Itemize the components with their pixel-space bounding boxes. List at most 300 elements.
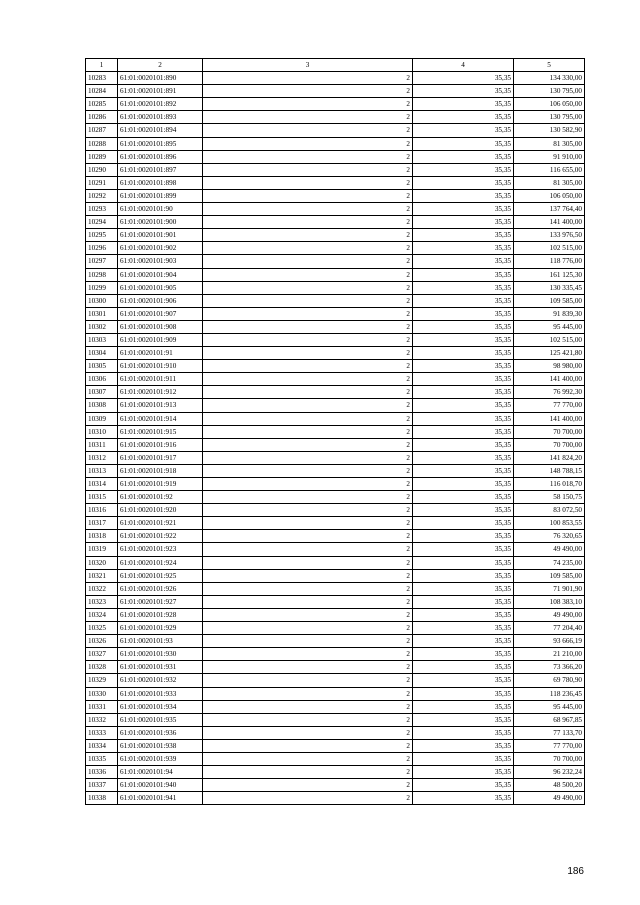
col3-cell: 2 [203,307,413,320]
cadastral-number-cell: 61:01:0020101:938 [118,739,203,752]
col3-cell: 2 [203,792,413,805]
table-row [86,150,585,163]
cadastral-number-cell: 61:01:0020101:91 [118,347,203,360]
row-number-cell: 10321 [86,569,118,582]
col3-cell: 2 [203,189,413,202]
cadastral-number-cell: 61:01:0020101:910 [118,360,203,373]
cadastral-number-cell: 61:01:0020101:898 [118,176,203,189]
col5-value-cell: 77 133,70 [514,726,585,739]
col3-cell: 2 [203,766,413,779]
row-number-cell: 10322 [86,582,118,595]
table-row [86,687,585,700]
cadastral-number-cell: 61:01:0020101:906 [118,294,203,307]
col3-cell: 2 [203,150,413,163]
table-row [86,255,585,268]
row-number-cell: 10319 [86,543,118,556]
col5-value-cell: 108 383,10 [514,595,585,608]
table-row [86,674,585,687]
col3-cell: 2 [203,543,413,556]
col4-cell: 35,35 [413,72,514,85]
col3-cell: 2 [203,713,413,726]
table-row [86,360,585,373]
table-row [86,661,585,674]
table-row [86,726,585,739]
col3-cell: 2 [203,399,413,412]
col4-cell: 35,35 [413,176,514,189]
table-row [86,399,585,412]
col3-cell: 2 [203,360,413,373]
cadastral-number-cell: 61:01:0020101:93 [118,635,203,648]
cadastral-number-cell: 61:01:0020101:914 [118,412,203,425]
col4-cell: 35,35 [413,766,514,779]
cadastral-number-cell: 61:01:0020101:894 [118,124,203,137]
col3-cell: 2 [203,373,413,386]
table-row [86,294,585,307]
table-row [86,176,585,189]
col5-value-cell: 102 515,00 [514,333,585,346]
col5-value-cell: 73 366,20 [514,661,585,674]
row-number-cell: 10301 [86,307,118,320]
cadastral-number-cell: 61:01:0020101:931 [118,661,203,674]
col3-cell: 2 [203,72,413,85]
table-row [86,281,585,294]
row-number-cell: 10335 [86,752,118,765]
row-number-cell: 10302 [86,320,118,333]
row-number-cell: 10324 [86,608,118,621]
col5-value-cell: 83 072,50 [514,504,585,517]
cadastral-number-cell: 61:01:0020101:908 [118,320,203,333]
row-number-cell: 10334 [86,739,118,752]
col3-cell: 2 [203,622,413,635]
table-row [86,635,585,648]
row-number-cell: 10323 [86,595,118,608]
row-number-cell: 10289 [86,150,118,163]
cadastral-number-cell: 61:01:0020101:933 [118,687,203,700]
cadastral-number-cell: 61:01:0020101:913 [118,399,203,412]
row-number-cell: 10311 [86,438,118,451]
col4-cell: 35,35 [413,255,514,268]
row-number-cell: 10297 [86,255,118,268]
cadastral-number-cell: 61:01:0020101:912 [118,386,203,399]
row-number-cell: 10328 [86,661,118,674]
table-row [86,766,585,779]
col3-cell: 2 [203,504,413,517]
cadastral-number-cell: 61:01:0020101:925 [118,569,203,582]
col5-value-cell: 95 445,00 [514,700,585,713]
row-number-cell: 10325 [86,622,118,635]
cadastral-number-cell: 61:01:0020101:932 [118,674,203,687]
col5-value-cell: 134 330,00 [514,72,585,85]
table-row [86,739,585,752]
col4-cell: 35,35 [413,451,514,464]
col5-value-cell: 109 585,00 [514,294,585,307]
col5-value-cell: 106 050,00 [514,98,585,111]
row-number-cell: 10329 [86,674,118,687]
row-number-cell: 10317 [86,517,118,530]
row-number-cell: 10303 [86,333,118,346]
col3-cell: 2 [203,412,413,425]
col5-value-cell: 96 232,24 [514,766,585,779]
data-table [85,58,585,805]
cadastral-number-cell: 61:01:0020101:919 [118,478,203,491]
col4-cell: 35,35 [413,713,514,726]
table-row [86,268,585,281]
table-row [86,98,585,111]
col4-cell: 35,35 [413,85,514,98]
row-number-cell: 10315 [86,491,118,504]
col4-cell: 35,35 [413,635,514,648]
col4-cell: 35,35 [413,491,514,504]
col4-cell: 35,35 [413,163,514,176]
col5-value-cell: 130 795,00 [514,111,585,124]
column-header-3: 3 [203,59,413,72]
col3-cell: 2 [203,111,413,124]
cadastral-number-cell: 61:01:0020101:940 [118,779,203,792]
table-row [86,569,585,582]
col5-value-cell: 141 824,20 [514,451,585,464]
cadastral-number-cell: 61:01:0020101:928 [118,608,203,621]
table-row [86,72,585,85]
row-number-cell: 10287 [86,124,118,137]
row-number-cell: 10332 [86,713,118,726]
cadastral-number-cell: 61:01:0020101:897 [118,163,203,176]
col4-cell: 35,35 [413,216,514,229]
row-number-cell: 10291 [86,176,118,189]
cadastral-number-cell: 61:01:0020101:934 [118,700,203,713]
col3-cell: 2 [203,687,413,700]
col5-value-cell: 141 400,00 [514,373,585,386]
col4-cell: 35,35 [413,648,514,661]
col4-cell: 35,35 [413,242,514,255]
row-number-cell: 10338 [86,792,118,805]
table-header-row [86,59,585,72]
cadastral-number-cell: 61:01:0020101:899 [118,189,203,202]
table-row [86,779,585,792]
col4-cell: 35,35 [413,478,514,491]
col5-value-cell: 70 700,00 [514,438,585,451]
row-number-cell: 10295 [86,229,118,242]
row-number-cell: 10284 [86,85,118,98]
col4-cell: 35,35 [413,281,514,294]
col3-cell: 2 [203,517,413,530]
col3-cell: 2 [203,779,413,792]
col5-value-cell: 125 421,80 [514,347,585,360]
col5-value-cell: 98 980,00 [514,360,585,373]
col5-value-cell: 116 655,00 [514,163,585,176]
table-row [86,163,585,176]
col4-cell: 35,35 [413,661,514,674]
cadastral-number-cell: 61:01:0020101:921 [118,517,203,530]
table-row [86,713,585,726]
col4-cell: 35,35 [413,399,514,412]
col5-value-cell: 21 210,00 [514,648,585,661]
cadastral-number-cell: 61:01:0020101:903 [118,255,203,268]
cadastral-number-cell: 61:01:0020101:923 [118,543,203,556]
row-number-cell: 10292 [86,189,118,202]
col3-cell: 2 [203,176,413,189]
col4-cell: 35,35 [413,307,514,320]
table-row [86,556,585,569]
table-row [86,608,585,621]
table-row [86,451,585,464]
row-number-cell: 10312 [86,451,118,464]
col5-value-cell: 49 490,00 [514,608,585,621]
col5-value-cell: 49 490,00 [514,792,585,805]
cadastral-number-cell: 61:01:0020101:905 [118,281,203,294]
col4-cell: 35,35 [413,504,514,517]
col3-cell: 2 [203,386,413,399]
row-number-cell: 10304 [86,347,118,360]
col3-cell: 2 [203,569,413,582]
column-header-2: 2 [118,59,203,72]
col4-cell: 35,35 [413,582,514,595]
col5-value-cell: 148 788,15 [514,464,585,477]
col5-value-cell: 133 976,50 [514,229,585,242]
col5-value-cell: 137 764,40 [514,203,585,216]
cadastral-number-cell: 61:01:0020101:936 [118,726,203,739]
col3-cell: 2 [203,203,413,216]
col5-value-cell: 48 500,20 [514,779,585,792]
col4-cell: 35,35 [413,674,514,687]
col5-value-cell: 77 770,00 [514,399,585,412]
table-row [86,203,585,216]
col4-cell: 35,35 [413,294,514,307]
table-row [86,491,585,504]
col5-value-cell: 130 335,45 [514,281,585,294]
col3-cell: 2 [203,491,413,504]
row-number-cell: 10333 [86,726,118,739]
col4-cell: 35,35 [413,779,514,792]
col4-cell: 35,35 [413,726,514,739]
col4-cell: 35,35 [413,464,514,477]
col4-cell: 35,35 [413,137,514,150]
table-row [86,543,585,556]
table-row [86,347,585,360]
row-number-cell: 10300 [86,294,118,307]
cadastral-number-cell: 61:01:0020101:907 [118,307,203,320]
col4-cell: 35,35 [413,333,514,346]
row-number-cell: 10309 [86,412,118,425]
col5-value-cell: 130 795,00 [514,85,585,98]
col5-value-cell: 93 666,19 [514,635,585,648]
col5-value-cell: 106 050,00 [514,189,585,202]
col4-cell: 35,35 [413,700,514,713]
table-row [86,137,585,150]
table-row [86,85,585,98]
table-row [86,438,585,451]
cadastral-number-cell: 61:01:0020101:92 [118,491,203,504]
col3-cell: 2 [203,556,413,569]
col5-value-cell: 161 125,30 [514,268,585,281]
col3-cell: 2 [203,661,413,674]
cadastral-number-cell: 61:01:0020101:909 [118,333,203,346]
cadastral-number-cell: 61:01:0020101:902 [118,242,203,255]
cadastral-number-cell: 61:01:0020101:900 [118,216,203,229]
row-number-cell: 10286 [86,111,118,124]
col5-value-cell: 69 780,90 [514,674,585,687]
col4-cell: 35,35 [413,373,514,386]
col5-value-cell: 71 901,90 [514,582,585,595]
table-row [86,216,585,229]
cadastral-number-cell: 61:01:0020101:926 [118,582,203,595]
table-body [86,72,585,805]
row-number-cell: 10294 [86,216,118,229]
col3-cell: 2 [203,229,413,242]
col5-value-cell: 68 967,85 [514,713,585,726]
col3-cell: 2 [203,281,413,294]
col3-cell: 2 [203,635,413,648]
table-row [86,386,585,399]
table-row [86,333,585,346]
col4-cell: 35,35 [413,739,514,752]
col4-cell: 35,35 [413,412,514,425]
col3-cell: 2 [203,124,413,137]
table-row [86,478,585,491]
col4-cell: 35,35 [413,268,514,281]
col3-cell: 2 [203,294,413,307]
row-number-cell: 10296 [86,242,118,255]
cadastral-number-cell: 61:01:0020101:94 [118,766,203,779]
cadastral-number-cell: 61:01:0020101:890 [118,72,203,85]
cadastral-number-cell: 61:01:0020101:927 [118,595,203,608]
cadastral-number-cell: 61:01:0020101:90 [118,203,203,216]
col5-value-cell: 118 776,00 [514,255,585,268]
cadastral-number-cell: 61:01:0020101:916 [118,438,203,451]
row-number-cell: 10320 [86,556,118,569]
row-number-cell: 10326 [86,635,118,648]
table-row [86,582,585,595]
col3-cell: 2 [203,438,413,451]
col5-value-cell: 118 236,45 [514,687,585,700]
col5-value-cell: 116 018,70 [514,478,585,491]
cadastral-number-cell: 61:01:0020101:918 [118,464,203,477]
col5-value-cell: 76 320,65 [514,530,585,543]
row-number-cell: 10330 [86,687,118,700]
table-row [86,425,585,438]
col4-cell: 35,35 [413,360,514,373]
col5-value-cell: 70 700,00 [514,425,585,438]
table-row [86,792,585,805]
cadastral-number-cell: 61:01:0020101:892 [118,98,203,111]
table-row [86,111,585,124]
col5-value-cell: 74 235,00 [514,556,585,569]
col3-cell: 2 [203,163,413,176]
row-number-cell: 10331 [86,700,118,713]
col5-value-cell: 76 992,30 [514,386,585,399]
table-row [86,530,585,543]
table-row [86,189,585,202]
row-number-cell: 10283 [86,72,118,85]
col5-value-cell: 81 305,00 [514,176,585,189]
col3-cell: 2 [203,648,413,661]
col4-cell: 35,35 [413,608,514,621]
table-row [86,464,585,477]
col5-value-cell: 100 853,55 [514,517,585,530]
col5-value-cell: 130 582,90 [514,124,585,137]
cadastral-number-cell: 61:01:0020101:895 [118,137,203,150]
col4-cell: 35,35 [413,386,514,399]
table-row [86,595,585,608]
table-row [86,307,585,320]
row-number-cell: 10316 [86,504,118,517]
row-number-cell: 10313 [86,464,118,477]
column-header-1: 1 [86,59,118,72]
row-number-cell: 10305 [86,360,118,373]
table-row [86,517,585,530]
table-row [86,124,585,137]
col5-value-cell: 102 515,00 [514,242,585,255]
table-row [86,373,585,386]
row-number-cell: 10308 [86,399,118,412]
col4-cell: 35,35 [413,622,514,635]
col4-cell: 35,35 [413,320,514,333]
row-number-cell: 10307 [86,386,118,399]
col3-cell: 2 [203,255,413,268]
row-number-cell: 10310 [86,425,118,438]
col3-cell: 2 [203,85,413,98]
col4-cell: 35,35 [413,124,514,137]
row-number-cell: 10285 [86,98,118,111]
page-number: 186 [567,866,584,877]
col3-cell: 2 [203,242,413,255]
col5-value-cell: 77 204,40 [514,622,585,635]
row-number-cell: 10337 [86,779,118,792]
col5-value-cell: 91 910,00 [514,150,585,163]
col4-cell: 35,35 [413,189,514,202]
col4-cell: 35,35 [413,229,514,242]
col3-cell: 2 [203,137,413,150]
cadastral-number-cell: 61:01:0020101:924 [118,556,203,569]
col4-cell: 35,35 [413,792,514,805]
col4-cell: 35,35 [413,556,514,569]
table-row [86,648,585,661]
col3-cell: 2 [203,98,413,111]
column-header-4: 4 [413,59,514,72]
row-number-cell: 10299 [86,281,118,294]
col5-value-cell: 58 150,75 [514,491,585,504]
col5-value-cell: 70 700,00 [514,752,585,765]
col4-cell: 35,35 [413,425,514,438]
col3-cell: 2 [203,478,413,491]
column-header-5: 5 [514,59,585,72]
col3-cell: 2 [203,530,413,543]
row-number-cell: 10290 [86,163,118,176]
col4-cell: 35,35 [413,438,514,451]
table-row [86,504,585,517]
col4-cell: 35,35 [413,752,514,765]
cadastral-number-cell: 61:01:0020101:920 [118,504,203,517]
row-number-cell: 10336 [86,766,118,779]
col3-cell: 2 [203,726,413,739]
row-number-cell: 10298 [86,268,118,281]
col4-cell: 35,35 [413,687,514,700]
cadastral-number-cell: 61:01:0020101:915 [118,425,203,438]
cadastral-number-cell: 61:01:0020101:893 [118,111,203,124]
cadastral-number-cell: 61:01:0020101:922 [118,530,203,543]
col3-cell: 2 [203,582,413,595]
col5-value-cell: 109 585,00 [514,569,585,582]
col3-cell: 2 [203,700,413,713]
col3-cell: 2 [203,347,413,360]
cadastral-number-cell: 61:01:0020101:930 [118,648,203,661]
col4-cell: 35,35 [413,347,514,360]
cadastral-number-cell: 61:01:0020101:917 [118,451,203,464]
col5-value-cell: 95 445,00 [514,320,585,333]
col4-cell: 35,35 [413,150,514,163]
col4-cell: 35,35 [413,517,514,530]
cadastral-number-cell: 61:01:0020101:929 [118,622,203,635]
col4-cell: 35,35 [413,543,514,556]
